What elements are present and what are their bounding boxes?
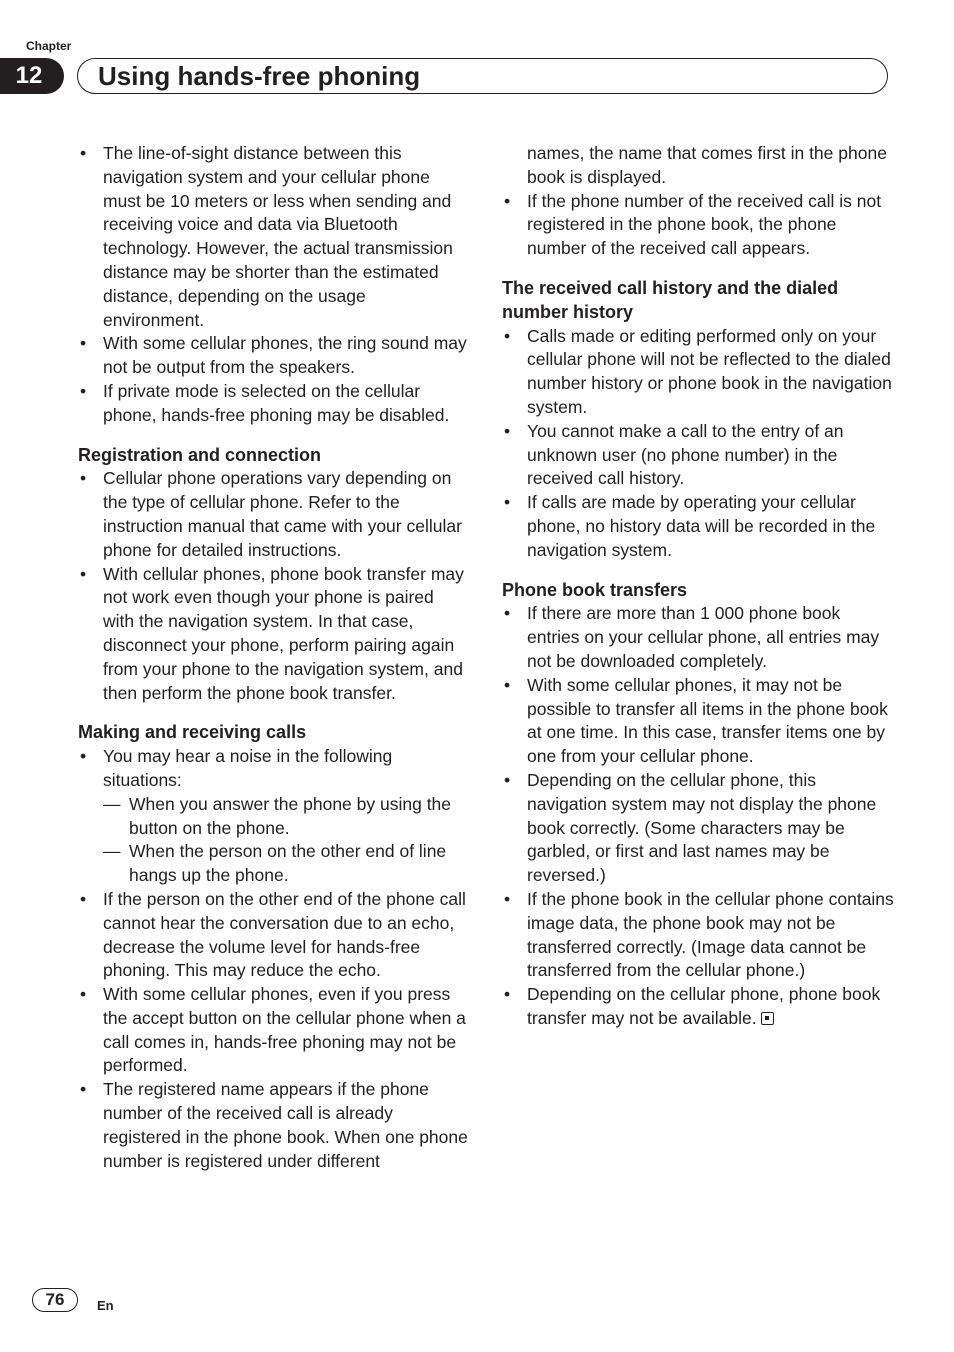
calls-list-continued [502,190,894,261]
page-number: 76 [32,1288,78,1312]
list-item: • You cannot make a call to the entry of an unknown user (no phone number) in the received call history. [502,420,894,491]
section-heading-history: The received call history and the dialed number history [502,277,839,322]
intro-list [78,142,468,428]
right-column [502,142,894,1031]
list-item: • The line-of-sight distance between this navigation system and your cellular phone must be 10 meters or less when sending and receiving voice and data via Bluetooth technology. However, the actual transmission distance may be shorter than the estimated distance, depending on the usage environment. [78,142,468,332]
list-item: • With some cellular phones, even if you press the accept button on the cellular phone when a call comes in, hands-free phoning may not be performed. [78,983,468,1078]
list-item-text: Depending on the cellular phone, phone book transfer may not be available. [527,984,881,1028]
list-item: • If the phone number of the received call is not registered in the phone book, the phone number of the received call appears. [502,190,894,261]
chapter-label: Chapter [26,39,72,53]
calls-list [78,745,468,1173]
left-column [78,142,468,1173]
section-heading-calls: Making and receiving calls [78,722,307,743]
continued-text: names, the name that comes first in the phone book is displayed. [527,143,887,187]
sub-list-item: — When the person on the other end of line hangs up the phone. [103,840,468,888]
list-item: • If the phone book in the cellular phone contains image data, the phone book may not be transferred correctly. (Image data cannot be transferred from the cellular phone.) [502,888,894,983]
list-item [78,745,468,888]
transfers-list [502,602,894,1030]
list-item: • With some cellular phones, it may not be possible to transfer all items in the phone book at one time. In this case, transfer items one by one from your cellular phone. [502,674,894,769]
noise-sublist [103,793,468,888]
section-heading-transfers: Phone book transfers [502,579,688,600]
sub-list-item: — When you answer the phone by using the button on the phone. [103,793,468,841]
chapter-number-badge: 12 [0,58,64,94]
list-item: • If private mode is selected on the cellular phone, hands-free phoning may be disabled. [78,380,468,428]
list-item: • With cellular phones, phone book transfer may not work even though your phone is paired with the navigation system. In that case, disconnect your phone, perform pairing again from your phone to the navigation system, and then perform the phone book transfer. [78,563,468,706]
chapter-title: Using hands-free phoning [77,58,888,94]
noise-item-text: • You may hear a noise in the following situations: [103,746,393,790]
language-label: En [97,1298,114,1313]
list-item: • If the person on the other end of the phone call cannot hear the conversation due to an echo, decrease the volume level for hands-free phoning. This may reduce the echo. [78,888,468,983]
history-list [502,325,894,563]
list-item: • If there are more than 1 000 phone book entries on your cellular phone, all entries may not be downloaded completely. [502,602,894,673]
list-item: • With some cellular phones, the ring sound may not be output from the speakers. [78,332,468,380]
registration-list [78,467,468,705]
list-item [502,983,894,1031]
list-item: • Depending on the cellular phone, this navigation system may not display the phone book correctly. (Some characters may be garbled, or first and last names may be reversed.) [502,769,894,888]
list-item: • If calls are made by operating your cellular phone, no history data will be recorded in the navigation system. [502,491,894,562]
list-item: • Calls made or editing performed only on your cellular phone will not be reflected to the dialed number history or phone book in the navigation system. [502,325,894,420]
list-item: • The registered name appears if the phone number of the received call is already registered in the phone book. When one phone number is registered under different [78,1078,468,1173]
section-heading-registration: Registration and connection [78,444,322,465]
list-item: • Cellular phone operations vary depending on the type of cellular phone. Refer to the instruction manual that came with your cellular phone for detailed instructions. [78,467,468,562]
end-of-section-icon [761,1012,774,1025]
